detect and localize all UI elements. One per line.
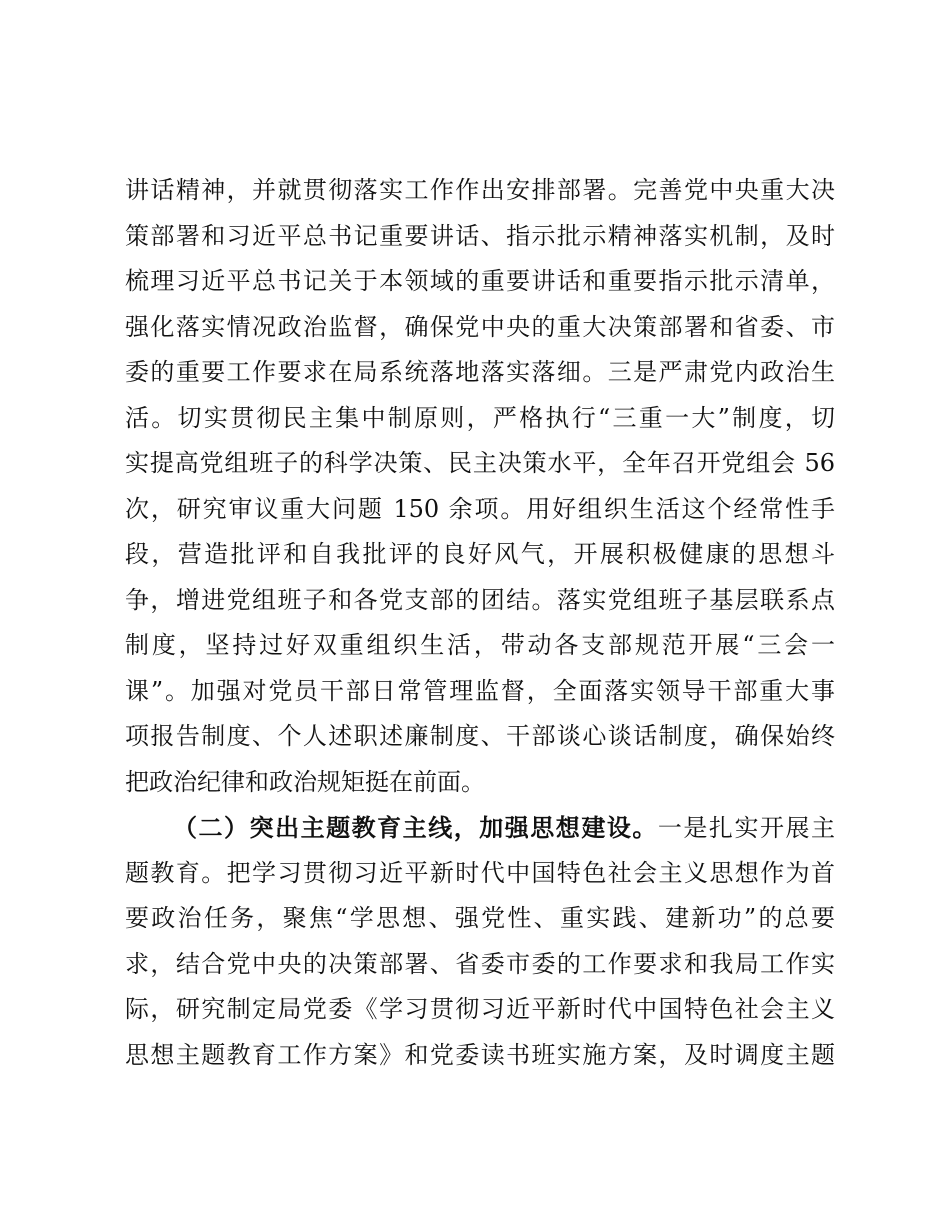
text-line: 际，研究制定局党委《学习贯彻习近平新时代中国特色社会主义 xyxy=(125,995,835,1023)
text-line: 争，增进党组班子和各党支部的团结。落实党组班子基层联系点 xyxy=(125,585,835,614)
text-line: 思想主题教育工作方案》和党委读书班实施方案，及时调度主题 xyxy=(125,1040,835,1069)
section-heading: （二）突出主题教育主线，加强思想建设。 xyxy=(173,813,658,842)
text-line: 课”。加强对党员干部日常管理监督，全面落实领导干部重大事 xyxy=(125,676,835,705)
text-line: 策部署和习近平总书记重要讲话、指示批示精神落实机制，及时 xyxy=(125,221,835,250)
text-line: 讲话精神，并就贯彻落实工作作出安排部署。完善党中央重大决 xyxy=(125,176,835,204)
text-line: 题教育。把学习贯彻习近平新时代中国特色社会主义思想作为首 xyxy=(125,858,835,887)
text-line: 强化落实情况政治监督，确保党中央的重大决策部署和省委、市 xyxy=(125,312,835,341)
text-line: 求，结合党中央的决策部署、省委市委的工作要求和我局工作实 xyxy=(125,949,835,978)
heading-continuation: 一是扎实开展主 xyxy=(657,814,836,842)
text-line: 项报告制度、个人述职述廉制度、干部谈心谈话制度，确保始终 xyxy=(125,722,835,750)
text-line: 要政治任务，聚焦“学思想、强党性、重实践、建新功”的总要 xyxy=(125,904,835,932)
text-line: 梳理习近平总书记关于本领域的重要讲话和重要指示批示清单， xyxy=(125,267,835,295)
text-line: 段，营造批评和自我批评的良好风气，开展积极健康的思想斗 xyxy=(125,540,835,568)
paragraph-theme-education xyxy=(125,805,835,1078)
text-line: 把政治纪律和政治规矩挺在前面。 xyxy=(125,767,485,796)
text-line: 实提高党组班子的科学决策、民主决策水平，全年召开党组会 56 xyxy=(125,449,835,477)
paragraph-first-line xyxy=(125,805,835,851)
text-line: 委的重要工作要求在局系统落地落实落细。三是严肃党内政治生 xyxy=(125,358,835,386)
text-line: 活。切实贯彻民主集中制原则，严格执行“三重一大”制度，切 xyxy=(125,403,835,432)
text-line: 次，研究审议重大问题 150 余项。用好组织生活这个经常性手 xyxy=(125,494,835,523)
text-line: 制度，坚持过好双重组织生活，带动各支部规范开展“三会一 xyxy=(125,631,835,659)
paragraph-party-political-life xyxy=(125,168,835,805)
document-body xyxy=(125,168,835,1078)
